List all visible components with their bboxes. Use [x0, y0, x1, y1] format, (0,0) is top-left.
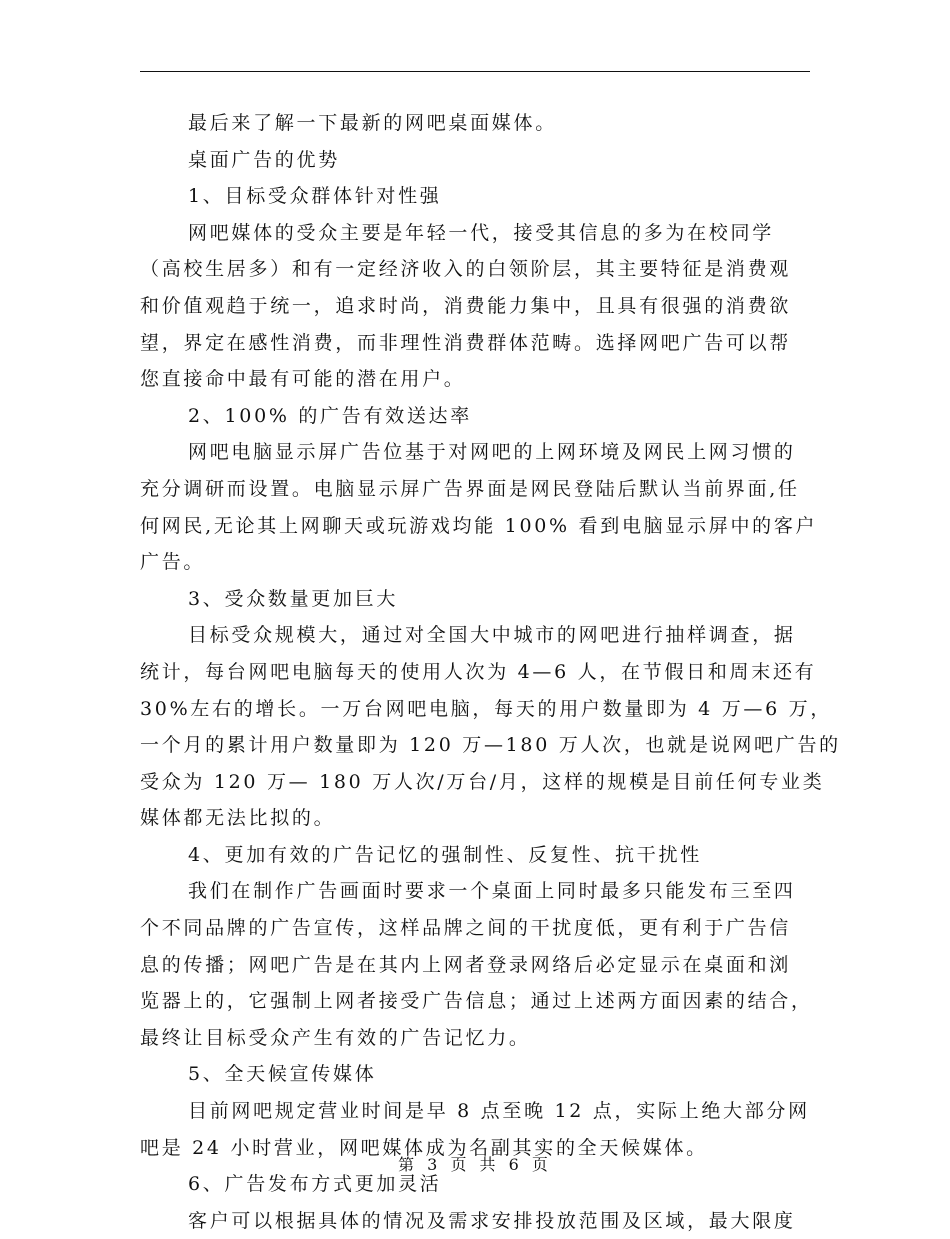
text-line: 4、更加有效的广告记忆的强制性、反复性、抗干扰性 [188, 843, 702, 866]
text-line: 最终让目标受众产生有效的广告记忆力。 [140, 1026, 531, 1049]
text-line: 一个月的累计用户数量即为 120 万—180 万人次，也就是说网吧广告的 [140, 734, 841, 757]
text-line: 您直接命中最有可能的潜在用户。 [140, 368, 466, 391]
text-line: （高校生居多）和有一定经济收入的白领阶层，其主要特征是消费观 [140, 258, 792, 281]
text-line: 目标受众规模大，通过对全国大中城市的网吧进行抽样调查，据 [188, 624, 796, 647]
text-line: 客户可以根据具体的情况及需求安排投放范围及区域，最大限度 [188, 1209, 796, 1232]
text-line: 个不同品牌的广告宣传，这样品牌之间的干扰度低，更有利于广告信 [140, 917, 792, 940]
text-line: 我们在制作广告画面时要求一个桌面上同时最多只能发布三至四 [188, 880, 796, 903]
document-body [140, 105, 841, 1239]
text-line: 息的传播；网吧广告是在其内上网者登录网络后必定显示在桌面和浏 [140, 953, 792, 976]
text-line: 桌面广告的优势 [188, 148, 340, 171]
text-line: 1、目标受众群体针对性强 [188, 185, 442, 208]
text-line: 充分调研而设置。电脑显示屏广告界面是网民登陆后默认当前界面,任 [140, 477, 800, 500]
text-line: 受众为 120 万— 180 万人次/万台/月，这样的规模是目前任何专业类 [140, 770, 825, 793]
text-line: 和价值观趋于统一，追求时尚，消费能力集中，且具有很强的消费欲 [140, 294, 792, 317]
text-line: 5、全天候宣传媒体 [188, 1063, 377, 1086]
text-line: 网吧电脑显示屏广告位基于对网吧的上网环境及网民上网习惯的 [188, 441, 796, 464]
text-line: 统计，每台网吧电脑每天的使用人次为 4—6 人，在节假日和周末还有 [140, 660, 817, 683]
text-line: 最后来了解一下最新的网吧桌面媒体。 [188, 112, 557, 134]
text-line: 3、受众数量更加巨大 [188, 587, 399, 610]
text-line: 广告。 [140, 551, 206, 574]
text-line: 6、广告发布方式更加灵活 [188, 1173, 442, 1196]
text-line: 2、100% 的广告有效送达率 [188, 404, 472, 427]
page-number-footer: 第 3 页 共 6 页 [398, 1155, 552, 1174]
text-line: 吧是 24 小时营业，网吧媒体成为名副其实的全天候媒体。 [140, 1136, 708, 1159]
text-line: 览器上的，它强制上网者接受广告信息；通过上述两方面因素的结合， [140, 990, 813, 1013]
text-line: 30%左右的增长。一万台网吧电脑，每天的用户数量即为 4 万—6 万， [140, 697, 833, 720]
text-line: 目前网吧规定营业时间是早 8 点至晚 12 点，实际上绝大部分网 [188, 1100, 810, 1123]
text-line: 望，界定在感性消费，而非理性消费群体范畴。选择网吧广告可以帮 [140, 331, 792, 354]
text-line: 媒体都无法比拟的。 [140, 807, 336, 830]
text-line: 网吧媒体的受众主要是年轻一代，接受其信息的多为在校同学 [188, 221, 774, 244]
header-rule [140, 71, 810, 72]
text-line: 何网民,无论其上网聊天或玩游戏均能 100% 看到电脑显示屏中的客户 [140, 514, 818, 537]
